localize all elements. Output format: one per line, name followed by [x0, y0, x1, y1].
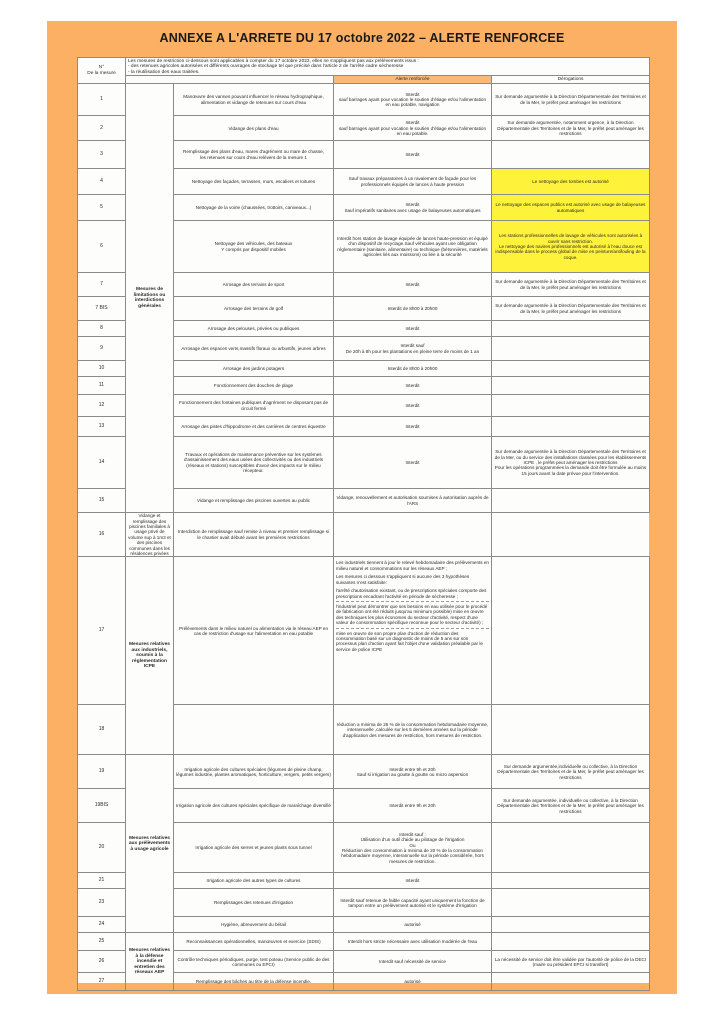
measure-description: Nettoyage de la voirie (chaussées, trottoirs, caniveaux...) [174, 195, 334, 221]
table-row [78, 755, 650, 789]
measure-description: Contrôle techniques périodiques, purge, test poteau (Service public de des communes ou EPCI) [174, 951, 334, 973]
alert-restriction: Interdit [334, 321, 492, 337]
measure-description: Fonctionnement des fontaines publiques d'agrément ne disposant pas de circuit fermé [174, 395, 334, 417]
annex-sheet [77, 57, 649, 983]
alert-restriction: Interdit [334, 873, 492, 889]
measure-number: 9 [78, 337, 126, 361]
derogation: Sur demande argumentée,individuelle ou collective, à la Direction Départementale des Territoires et de la Mer, le préfet peut aménager les restrictions [492, 755, 650, 789]
measure-number: 20 [78, 823, 126, 873]
measure-number: 19 [78, 755, 126, 789]
alert-restriction: Interdit [334, 395, 492, 417]
measure-description: Remplissage des bâches au titre de la défense incendie. [174, 973, 334, 991]
restriction-table [77, 57, 650, 991]
alert-item: l'arrêté d'autorisation existant, ou de prescriptions spéciales comporte des prescriptions encadrant l'activité en période de sécheresse ; [336, 588, 489, 602]
table-row [78, 84, 650, 116]
measure-number: 7 BIS [78, 297, 126, 321]
measure-description: Fonctionnement des douches de plage [174, 377, 334, 395]
derogation [492, 377, 650, 395]
measure-number: 16 [78, 513, 126, 557]
derogation: Sur demande argumentée à la Direction Départementale des Territoires et de la Mer, le préfet peut aménager les restrictions [492, 273, 650, 297]
derogation-highlighted: Le nettoyage des tombes est autorisé [492, 169, 650, 195]
measure-description: Arrosage des jardins potagers [174, 361, 334, 377]
alert-restriction: Sauf travaux préparatoires à un ravalement de façade pour les professionnels équipés de lances à haute pression [334, 169, 492, 195]
measure-description: Irrigation agricole des autres types de cultures [174, 873, 334, 889]
derogation-highlighted: Le nettoyage des espaces publics est autorisé avec usage de balayeuses automatiques [492, 195, 650, 221]
measure-description: Irrigation agricole des serres et jeunes plants sous tunnel [174, 823, 334, 873]
derogation [492, 321, 650, 337]
measure-number: 25 [78, 933, 126, 951]
alert-item: mise en œuvre de son propre plan d'action de réduction des consommation basé sur un diagnostic de moins de 5 ans sur son processus plan d'action ayant fait l'objet d'une validation préalable par le service de police ICPE [336, 630, 483, 652]
header-alert-column: Alerte renforcée [334, 76, 492, 84]
measure-description: Hygiène, abreuvement du bétail [174, 917, 334, 933]
alert-restriction: autorisé [334, 917, 492, 933]
derogation [492, 337, 650, 361]
header-measure-number: N° De la mesure [78, 58, 126, 84]
measure-description: Arrosage des terrains de golf [174, 297, 334, 321]
measure-number: 17 [78, 557, 126, 705]
measure-description: Manœuvre des vannes pouvant influencer le réseau hydrographique, alimentation et vidange de retenues sur cours d'eau [174, 84, 334, 116]
alert-restriction: Interdit hors station de lavage équipée de lances haute-pression et équipé d'un dispositif de recyclage.Sauf véhicules ayant une obligation réglementaire (sanitaire, alimentaire) ou technique (bétonnières, matériels agricoles liés aux moissons) ou liée à la sécurité [334, 221, 492, 273]
derogation-highlighted: Les stations professionnelles de lavage de véhicules sont autorisées à ouvrir sans restriction. Le nettoyage des navires professionnels est autorisé à l'eau douce est indispensable dans le process global de mise en peinture/antifouling de la coque. [492, 221, 650, 273]
alert-restriction: Interdit de 8h00 à 20h00 [334, 361, 492, 377]
measure-description: Vidange et remplissage des piscines familiales à usage privé de volume sup à 1m3 et des piscines communes dans les résidences privées [126, 513, 174, 557]
document-page [47, 21, 677, 994]
measure-description: Prélèvements dans le milieu naturel ou alimentation via le réseau AEP en cas de restriction d'usage sur l'alimentation en eau potable [174, 557, 334, 705]
derogation: Sur demande argumentée, individuelle ou collective, à la Direction Départementale des Territoires et de la Mer, le préfet peut aménager les restrictions [492, 789, 650, 823]
header-blank [126, 76, 334, 84]
derogation: Sur demande argumentée à la Direction Départementale des Territoires et de la Mer, ou du service des installations classées pour les établissements ICPE , le préfet peut aménager les restrictions Pour les opérations programmées la demande doit être formulée au moins 15 jours avant la date prévue pour l'intervention. [492, 437, 650, 489]
alert-restriction: Interdit [334, 273, 492, 297]
measure-description: Travaux et opérations de maintenance préventive sur les systèmes d'assainissement des eaux usées des collectivités ou des industriels (réseaux et stations) susceptibles d'avoir des impacts sur le milieu récepteur. [174, 437, 334, 489]
measure-description: Vidange et remplissage des piscines ouvertes au public [174, 489, 334, 513]
alert-item: Les mesures ci dessous s'appliquent si aucune des 3 hypothèses suivantes n'est satisfaite: [336, 574, 470, 585]
measure-description: Nettoyage des façades, terrasses, murs, escaliers et toitures [174, 169, 334, 195]
header-intro: Les mesures de restriction ci-dessous sont applicables à compter du 17 octobre 2022, elles ne s'appliquent pas aux prélèvements issus : - des retenues agricoles autorisées et différents ouvrages de stockage tel que précisé dans l'article 2 de l'arrêté cadre sécheresse - la réutilisation des eaux traitées. [126, 58, 650, 76]
alert-restriction: Interdit sauf : Utilisation d'un outil d'aide au pilotage de l'irrigation Ou Réduction des consommation à minima de 20 % de la consommation hebdomadaire moyenne, interannuelle sur la période considérée, hors mesures de restriction. [334, 823, 492, 873]
measure-description: Remplissages des retenues d'irrigation [174, 889, 334, 917]
derogation: Sur demande argumentée à la Direction Départementale des Territoires et de la Mer, le préfet peut aménager les restrictions [492, 297, 650, 321]
measure-description: Arrosage des pelouses, privées ou publiques [174, 321, 334, 337]
alert-restriction: Interdit sauf retenue de faible capacité ayant uniquement la fonction de tampon entre un prélèvement autorisé et le système d'irrigation [334, 889, 492, 917]
measure-number: 24 [78, 917, 126, 933]
alert-restriction-list [334, 557, 492, 705]
measure-description: Irrigation agricole des cultures spéciales spécifique de maraîchage diversifié [174, 789, 334, 823]
measure-description: Reconnaissances opérationnelles, manœuvres et exercice (SDIS) [174, 933, 334, 951]
alert-restriction: Interdit [334, 437, 492, 489]
derogation [492, 889, 650, 917]
measure-number: 5 [78, 195, 126, 221]
alert-item: l'industriel peut démontrer que ses besoins en eau utilisée pour le procédé de fabrication ont été réduits jusqu'au minimum possible) mise en œuvre des techniques les plus économes du secteur d'activité, respect d'une valeur de consommation spécifique reconnue pour le secteur d'activité) ; [336, 604, 489, 629]
measure-number: 8 [78, 321, 126, 337]
alert-restriction: réduction a minima de 25 % de la consommation hebdomadaire moyenne, interannuelle ,calculée sur les 5 dernières années sur la période d'application des mesures de restriction, hors mesures de restriction. [334, 705, 492, 755]
measure-number: 13 [78, 417, 126, 437]
derogation [492, 917, 650, 933]
derogation [492, 873, 650, 889]
measure-description: Remplissage des plans d'eau, mares d'agrément ou mare de chasse, les retenues sur cours d'eau relèvent de la mesure 1 [174, 141, 334, 169]
derogation: La nécessité de service doit être validée par l'autorité de police de la DECI (maire ou président EPCI si transfert) [492, 951, 650, 973]
measure-description: Irrigation agricole des cultures spéciales (légumes de pleine champ, légumes industrie, plantes aromatiques, horticulture, vergers, petits vergers) [174, 755, 334, 789]
alert-restriction: Interdit [334, 377, 492, 395]
measure-number: 27 [78, 973, 126, 991]
header-derogations-column: Dérogations [492, 76, 650, 84]
alert-restriction: Interdit sauf nécessité de service [334, 951, 492, 973]
table-row [78, 513, 650, 557]
alert-restriction: Interdit sauf De 20h à 8h pour les plantations en pleine terre de moins de 1 an [334, 337, 492, 361]
measure-number: 11 [78, 377, 126, 395]
alert-restriction: Interdit [334, 141, 492, 169]
measure-number: 21 [78, 873, 126, 889]
measure-number: 26 [78, 951, 126, 973]
derogation [492, 417, 650, 437]
derogation [334, 513, 492, 557]
measure-description: Vidange des plans d'eau [174, 116, 334, 141]
derogation [492, 705, 650, 755]
measure-description: Nettoyage des véhicules, des bateaux Y compris par dispositif mobiles [174, 221, 334, 273]
measure-number: 12 [78, 395, 126, 417]
alert-restriction: Interdit [334, 417, 492, 437]
derogation: Sur demande argumentée à la Direction Départementale des Territoires et de la Mer, le préfet peut aménager les restrictions [492, 84, 650, 116]
alert-restriction: Interdit entre 9h et 20h Sauf si irrigation au goutte à goutte ou micro aspersion [334, 755, 492, 789]
alert-restriction: Interdit sauf barrages ayant pour vocation le soutien d'étiage et/ou l'alimentation en eau potable. [334, 116, 492, 141]
measure-description: Arrosage des terrains de sport [174, 273, 334, 297]
alert-restriction: Interdit de 8h00 à 20h00 [334, 297, 492, 321]
derogation: Sur demande argumentée, notamment urgence, à la Direction Départementale des Territoires et de la Mer, le préfet peut aménager les restrictions [492, 116, 650, 141]
derogation [492, 973, 650, 991]
alert-restriction: Interdit sauf barrages ayant pour vocation le soutien d'étiage et/ou l'alimentation en eau potable, navigation [334, 84, 492, 116]
derogation [492, 361, 650, 377]
measure-number: 2 [78, 116, 126, 141]
derogation [492, 933, 650, 951]
measure-description [174, 705, 334, 755]
alert-restriction: autorisé [334, 973, 492, 991]
derogation [492, 823, 650, 873]
table-row [78, 557, 650, 705]
derogation [492, 395, 650, 417]
measure-number: 3 [78, 141, 126, 169]
alert-restriction: Interdiction de remplissage sauf remise à niveau et premier remplissage si le chantier avait débuté avant les premières restrictions [174, 513, 334, 557]
derogation [492, 557, 650, 705]
measure-number: 10 [78, 361, 126, 377]
category-icpe: Mesures relatives aux industriels, soumis à la réglementation ICPE [126, 557, 174, 755]
measure-number: 4 [78, 169, 126, 195]
category-fire-defense: Mesures relatives à la défense incendie et entretien des réseaux AEP [126, 933, 174, 991]
category-agricultural: Mesures relatives aux prélèvements à usage agricole [126, 755, 174, 933]
document-title: ANNEXE A L'ARRETE DU 17 octobre 2022 – ALERTE RENFORCEE [159, 31, 565, 45]
alert-restriction: Interdit entre 9h et 20h [334, 789, 492, 823]
measure-number: 14 [78, 437, 126, 489]
measure-number: 18 [78, 705, 126, 755]
measure-description: Arrosage des espaces verts,massifs floraux ou arbustifs, jeunes arbres [174, 337, 334, 361]
measure-number: 23 [78, 889, 126, 917]
measure-number: 1 [78, 84, 126, 116]
measure-number: 6 [78, 221, 126, 273]
measure-number: 15 [78, 489, 126, 513]
category-limitations: Mesures de limitations ou interdictions générales [126, 84, 174, 513]
alert-restriction: Interdit Sauf impératifs sanitaires avec usage de balayeuses automatiques [334, 195, 492, 221]
derogation [492, 141, 650, 169]
table-row [78, 933, 650, 951]
alert-item: Les industriels tiennent à jour le relevé hebdomadaire des prélèvements en milieu naturel et consommations sur les réseaux AEP ; [336, 560, 489, 571]
measure-description: Arrosage des pistes d'hippodrome et des carrières de centres équestre [174, 417, 334, 437]
measure-number: 19BIS [78, 789, 126, 823]
alert-restriction: Interdit hors stricte nécessaire avec utilisation modérée de l'eau [334, 933, 492, 951]
alert-restriction: Vidange, renouvellement et autorisation soumises à autorisation auprès de l'ARS [334, 489, 492, 513]
derogation [492, 489, 650, 513]
measure-number: 7 [78, 273, 126, 297]
